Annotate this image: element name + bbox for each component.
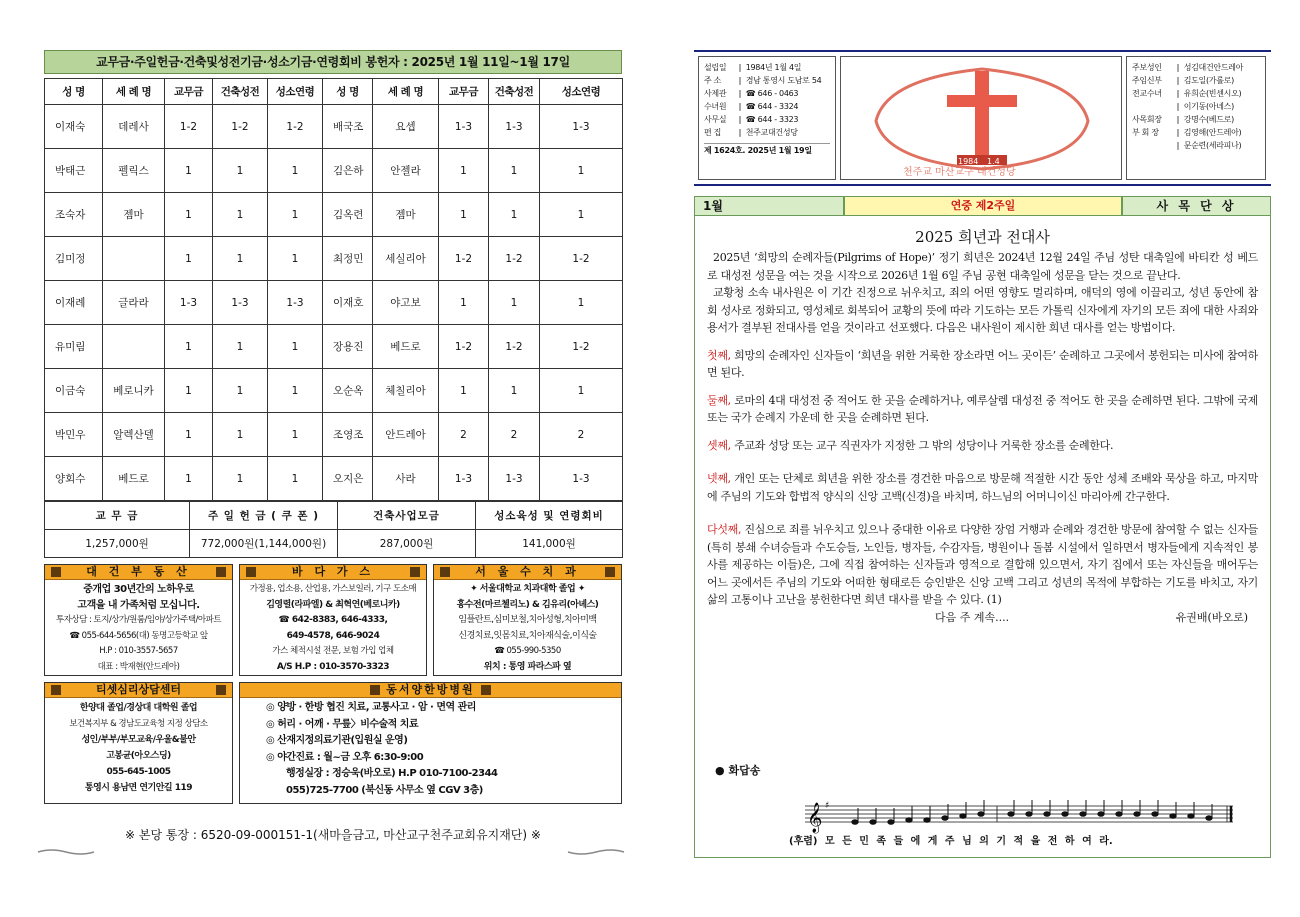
donor-column-header: 세 례 명 bbox=[373, 79, 439, 105]
donation-months: 1 bbox=[439, 149, 489, 193]
donation-months: 1-3 bbox=[439, 457, 489, 501]
ad-line: A/S H.P : 010-3570-3323 bbox=[276, 661, 390, 672]
info-value: 천주교대건성당 bbox=[745, 128, 798, 137]
baptismal-name: 베드로 bbox=[103, 457, 165, 501]
ad-line: 홍수전(마르첼리노) & 김유리(아녜스) bbox=[456, 599, 599, 610]
donor-column-header: 성소연령 bbox=[268, 79, 323, 105]
donation-months: 1 bbox=[268, 193, 323, 237]
ad-dental bbox=[433, 564, 622, 676]
ad-title: 서 울 수 치 과 bbox=[475, 565, 580, 578]
music-note bbox=[1062, 812, 1068, 817]
info-value: 문순련(세라피나) bbox=[1183, 141, 1242, 150]
info-value: ☎ 646 - 0463 bbox=[745, 89, 799, 98]
info-row bbox=[704, 126, 830, 139]
donation-months: 1 bbox=[489, 149, 540, 193]
ad-line: 위치 : 통영 파라스파 옆 bbox=[483, 661, 572, 672]
responsorial-psalm bbox=[715, 762, 1255, 852]
separator-icon: ∥ bbox=[738, 63, 742, 72]
donor-row bbox=[45, 193, 623, 237]
donation-months: 1 bbox=[165, 369, 213, 413]
donation-months: 1-2 bbox=[439, 325, 489, 369]
info-row bbox=[704, 74, 830, 87]
svg-text:𝄞: 𝄞 bbox=[807, 803, 823, 833]
donor-column-header: 성 명 bbox=[323, 79, 373, 105]
donation-months: 1 bbox=[165, 457, 213, 501]
music-note bbox=[906, 818, 912, 823]
ad-title: 동서양한방병원 bbox=[386, 683, 475, 696]
baptismal-name: 젬마 bbox=[373, 193, 439, 237]
totals-value-row bbox=[45, 530, 623, 558]
info-key: 주 소 bbox=[704, 76, 722, 85]
donation-months: 1 bbox=[213, 413, 268, 457]
donation-months: 1 bbox=[489, 369, 540, 413]
ad-line: H.P : 010-3557-5657 bbox=[99, 646, 178, 656]
donor-name: 박민우 bbox=[45, 413, 103, 457]
continued-line bbox=[695, 609, 1270, 625]
separator-icon: ∥ bbox=[1176, 102, 1180, 111]
donation-months: 1-2 bbox=[165, 105, 213, 149]
total-label-sunday: 주 일 헌 금 ( 쿠 폰 ) bbox=[190, 502, 338, 530]
donation-months: 1 bbox=[213, 149, 268, 193]
bulletin-page bbox=[694, 50, 1271, 858]
church-cross-logo-icon bbox=[841, 57, 1123, 181]
parish-logo bbox=[840, 56, 1122, 180]
ad-marker-icon bbox=[216, 567, 226, 577]
donation-months: 1-3 bbox=[540, 457, 623, 501]
continued-note: 다음 주 계속.... bbox=[935, 610, 1010, 624]
article-box bbox=[694, 216, 1271, 858]
info-key: 사제관 bbox=[704, 89, 727, 98]
ad-line: ◎ 허리 · 어깨 · 무릎〉비수술적 치료 bbox=[266, 718, 419, 730]
donation-months: 1 bbox=[268, 325, 323, 369]
bank-account-notice: ※ 본당 통장 : 6520-09-000151-1(새마을금고, 마산교구천주교회유지재단) ※ bbox=[125, 828, 541, 842]
ad-line: 649-4578, 646-9024 bbox=[286, 630, 380, 641]
separator-icon: ∥ bbox=[1176, 76, 1180, 85]
baptismal-name: 베로니카 bbox=[103, 369, 165, 413]
ad-marker-icon bbox=[51, 685, 61, 695]
donor-column-header: 건축성전 bbox=[489, 79, 540, 105]
article-body bbox=[695, 247, 1270, 609]
donation-months: 1 bbox=[165, 325, 213, 369]
section-label: 사 목 단 상 bbox=[1122, 196, 1271, 216]
donation-months: 1-2 bbox=[268, 105, 323, 149]
donor-row bbox=[45, 281, 623, 325]
info-key: 주임신부 bbox=[1132, 76, 1162, 85]
donor-name: 유미림 bbox=[45, 325, 103, 369]
info-key: 사무실 bbox=[704, 115, 727, 124]
info-row bbox=[704, 100, 830, 113]
article-paragraph: 교황청 소속 내사원은 이 기간 진정으로 뉘우치고, 죄의 어떤 영향도 멀리하며, 애덕의 영에 이끌리고, 성년 동안에 참회 성사로 정화되고, 영성체로 회복되어 교황의 뜻에 따라 기도하는 모든 가톨릭 신자에게 자기의 모든 죄에 대한 사죄와 용서가 결부된 전대사를 얻을 것이라고 선포했다. 다음은 내사원이 제시한 희년 대사를 얻는 방법이다. bbox=[707, 286, 1258, 334]
ad-marker-icon bbox=[481, 685, 491, 695]
donation-months: 1-2 bbox=[540, 237, 623, 281]
donor-row bbox=[45, 413, 623, 457]
ad-realestate bbox=[44, 564, 233, 676]
donor-name: 장용진 bbox=[323, 325, 373, 369]
donor-name: 김미정 bbox=[45, 237, 103, 281]
donor-header-row bbox=[45, 79, 623, 105]
ad-marker-icon bbox=[440, 567, 450, 577]
psalm-heading bbox=[715, 762, 1255, 778]
music-note bbox=[924, 818, 930, 823]
music-note bbox=[1188, 814, 1194, 819]
donation-months: 1 bbox=[489, 193, 540, 237]
separator-icon: ∥ bbox=[1176, 115, 1180, 124]
method-text: 희망의 순례자인 신자들이 ‘희년을 위한 거룩한 장소라면 어느 곳이든’ 순례하고 그곳에서 봉헌되는 미사에 참여하면 된다. bbox=[707, 348, 1258, 379]
separator-icon: ∥ bbox=[1176, 63, 1180, 72]
donor-name: 최정민 bbox=[323, 237, 373, 281]
donation-months: 1 bbox=[268, 149, 323, 193]
donation-months: 1-3 bbox=[489, 457, 540, 501]
donation-months: 2 bbox=[540, 413, 623, 457]
donor-row bbox=[45, 149, 623, 193]
method-label: 첫째, bbox=[707, 348, 731, 362]
donation-months: 1-2 bbox=[489, 237, 540, 281]
donor-title: 교무금·주일헌금·건축및성전기금·성소기금·연령회비 봉헌자 : 2025년 1월 11일~1월 17일 bbox=[44, 50, 622, 74]
separator-icon: ∥ bbox=[738, 102, 742, 111]
music-note bbox=[1080, 812, 1086, 817]
donor-name: 박태근 bbox=[45, 149, 103, 193]
donor-name: 김옥련 bbox=[323, 193, 373, 237]
baptismal-name: 야고보 bbox=[373, 281, 439, 325]
ad-line: 김영렬(라파엘) & 최혁연(베로니카) bbox=[266, 599, 400, 610]
baptismal-name: 세실리아 bbox=[373, 237, 439, 281]
donation-months: 1 bbox=[213, 237, 268, 281]
info-row bbox=[704, 113, 830, 126]
totals-label-row bbox=[45, 502, 623, 530]
ad-marker-icon bbox=[51, 567, 61, 577]
bullet-icon: ● bbox=[715, 764, 725, 777]
ad-line: 055)725-7700 (북신동 사무소 옆 CGV 3층) bbox=[286, 784, 483, 796]
music-note bbox=[1206, 816, 1212, 821]
info-key: 사목회장 bbox=[1132, 115, 1162, 124]
donation-months: 1 bbox=[268, 369, 323, 413]
totals-table bbox=[44, 501, 623, 558]
donation-months: 1 bbox=[268, 413, 323, 457]
parish-info-right bbox=[1126, 56, 1266, 180]
donor-name: 배국조 bbox=[323, 105, 373, 149]
info-key bbox=[1132, 139, 1172, 152]
donation-months: 1-2 bbox=[213, 105, 268, 149]
donation-months: 1 bbox=[489, 281, 540, 325]
top-rule bbox=[694, 50, 1271, 52]
donor-row bbox=[45, 369, 623, 413]
donation-months: 1 bbox=[439, 369, 489, 413]
article-author: 유권배(바오로) bbox=[1175, 610, 1248, 624]
baptismal-name: 체칠리아 bbox=[373, 369, 439, 413]
donor-row bbox=[45, 325, 623, 369]
music-note bbox=[1134, 812, 1140, 817]
ad-marker-icon bbox=[246, 567, 256, 577]
logo-day: 1.4 bbox=[987, 157, 1000, 166]
donation-months: 1 bbox=[540, 149, 623, 193]
method-4 bbox=[707, 470, 1258, 505]
donor-name: 이재호 bbox=[323, 281, 373, 325]
donation-months: 1-3 bbox=[439, 105, 489, 149]
ad-line: 한양대 졸업/경상대 대학원 졸업 bbox=[79, 703, 198, 713]
info-key: 주보성인 bbox=[1132, 63, 1162, 72]
info-row bbox=[1132, 61, 1260, 74]
music-note bbox=[978, 812, 984, 817]
donation-months: 1 bbox=[213, 369, 268, 413]
info-row bbox=[1132, 74, 1260, 87]
separator-icon: ∥ bbox=[1176, 128, 1180, 137]
separator-icon: ∥ bbox=[1176, 141, 1180, 150]
svg-text:♯: ♯ bbox=[825, 801, 830, 811]
ad-counseling bbox=[44, 682, 233, 804]
article-title: 2025 희년과 전대사 bbox=[915, 228, 1050, 246]
donation-months: 1-3 bbox=[213, 281, 268, 325]
donation-months: 1 bbox=[213, 193, 268, 237]
donor-column-header: 성소연령 bbox=[540, 79, 623, 105]
total-label-vocation: 성소육성 및 연령회비 bbox=[476, 502, 623, 530]
total-value-sunday: 772,000원(1,144,000원) bbox=[190, 530, 338, 558]
donation-months: 1-3 bbox=[165, 281, 213, 325]
ad-line: 임플란트,심미보철,치아성형,치아미백 bbox=[458, 615, 597, 625]
donor-name: 오지은 bbox=[323, 457, 373, 501]
separator-icon: ∥ bbox=[1176, 89, 1180, 98]
ad-line: ☎ 055-644-5656(대) 동명고등학교 앞 bbox=[69, 630, 208, 641]
donor-name: 이금숙 bbox=[45, 369, 103, 413]
info-key: 부 회 장 bbox=[1132, 128, 1159, 137]
donor-section bbox=[44, 50, 622, 812]
info-value: 경남 통영시 도남로 54 bbox=[745, 76, 822, 85]
donation-months: 1 bbox=[213, 457, 268, 501]
baptismal-name: 베드로 bbox=[373, 325, 439, 369]
info-value: ☎ 644 - 3324 bbox=[745, 102, 799, 111]
month-label: 1월 bbox=[694, 196, 844, 216]
ad-marker-icon bbox=[605, 567, 615, 577]
donation-months: 2 bbox=[439, 413, 489, 457]
donor-row bbox=[45, 105, 623, 149]
ad-line: ◎ 야간진료 : 월~금 오후 6:30-9:00 bbox=[266, 751, 424, 763]
total-label-building: 건축사업모금 bbox=[338, 502, 476, 530]
ad-line: 성인/부부/부모교육/우울&불안 bbox=[81, 735, 196, 745]
donation-months: 1 bbox=[439, 193, 489, 237]
donor-table bbox=[44, 78, 623, 501]
info-value: 성김대건안드레아 bbox=[1183, 63, 1244, 72]
music-note bbox=[942, 816, 948, 821]
info-row bbox=[1132, 139, 1260, 152]
baptismal-name: 펠릭스 bbox=[103, 149, 165, 193]
article-paragraph: 2025년 ‘희망의 순례자들(Pilgrims of Hope)’ 정기 희년은 2024년 12월 24일 주님 성탄 대축일에 바티칸 성 베드로 대성전 성문을 여는 것을 시작으로 2026년 1월 6일 주님 공현 대축일에 성문을 닫는 것으로 끝난다. bbox=[707, 251, 1258, 282]
info-row bbox=[1132, 100, 1260, 113]
music-note bbox=[960, 814, 966, 819]
method-text: 진심으로 죄를 뉘우치고 있으나 중대한 이유로 다양한 장엄 거행과 순례와 경건한 방문에 참여할 수 없는 신자들(특히 봉쇄 수녀승들과 수도승들, 노인들, 병자들, 수감자들, 병원이나 돌봄 시설에서 일하면서 병자들에게 지속적인 봉사를 제공하는 이들)은, 그에 직접 참여하는 신자들과 영적으로 결합해 있으면서, 자기 집에서 또는 자신들을 매어두는 어느 곳에서든 주님의 기도와 어떠한 형태로든 승인받은 신앙 고백 그리고 성년의 목적에 부합하는 기도를 바치고, 자기 삶의 고통이나 고난을 봉헌한다면 희년 대사를 받을 수 있다. (1) bbox=[707, 523, 1258, 606]
donation-months: 1 bbox=[165, 413, 213, 457]
issue-number: 제 1624호. 2025년 1월 19일 bbox=[704, 143, 830, 157]
method-text: 로마의 4대 대성전 중 적어도 한 곳을 순례하거나, 예루살렘 대성전 중 적어도 한 곳을 순례하면 된다. 그밖에 국제 또는 국가 순례지 가운데 한 곳을 순례하면 된다. bbox=[707, 393, 1258, 424]
donation-months: 1-2 bbox=[489, 325, 540, 369]
sunday-label: 연중 제2주일 bbox=[844, 196, 1122, 216]
donation-months: 1 bbox=[268, 237, 323, 281]
music-note bbox=[1008, 812, 1014, 817]
separator-icon: ∥ bbox=[738, 89, 742, 98]
music-note bbox=[852, 820, 858, 825]
info-key: 전교수녀 bbox=[1132, 89, 1162, 98]
method-label: 다섯째, bbox=[707, 523, 742, 536]
ornament-right-icon bbox=[566, 848, 626, 856]
music-note bbox=[1098, 812, 1104, 817]
ad-title: 바 다 가 스 bbox=[292, 565, 374, 578]
ad-line: 신경치료,잇몸치료,치아재식술,이식술 bbox=[458, 630, 597, 641]
info-row bbox=[1132, 113, 1260, 126]
method-label: 둘째, bbox=[707, 393, 731, 407]
baptismal-name: 요셉 bbox=[373, 105, 439, 149]
donation-months: 1 bbox=[540, 281, 623, 325]
donor-column-header: 건축성전 bbox=[213, 79, 268, 105]
method-text: 주교좌 성당 또는 교구 직권자가 지정한 그 밖의 성당이나 거룩한 장소를 순례한다. bbox=[734, 438, 1114, 452]
ad-line: 투자상담 : 토지/상가/원룸/임야/상가주택/아파트 bbox=[55, 615, 222, 625]
ornament-left-icon bbox=[36, 848, 96, 856]
ads-area bbox=[44, 564, 622, 812]
donation-months: 1-2 bbox=[540, 325, 623, 369]
ad-line: 통영시 용남면 연기안길 119 bbox=[84, 783, 193, 793]
music-note bbox=[888, 820, 894, 825]
info-value: 김도일(가롤로) bbox=[1183, 76, 1234, 85]
separator-icon: ∥ bbox=[738, 115, 742, 124]
donor-name: 양회수 bbox=[45, 457, 103, 501]
logo-text: 천주교 마산교구 대건성당 bbox=[903, 167, 1016, 178]
baptismal-name: 안드레아 bbox=[373, 413, 439, 457]
music-note bbox=[1044, 812, 1050, 817]
info-key bbox=[1132, 100, 1172, 113]
ad-line: 보건복지부 & 경남도교육청 지정 상담소 bbox=[69, 719, 208, 729]
ad-line: ◎ 산재지정의료기관(입원실 운영) bbox=[266, 735, 408, 746]
ad-line: 055-645-1005 bbox=[106, 767, 171, 777]
donation-months: 1 bbox=[540, 193, 623, 237]
donation-months: 1 bbox=[268, 457, 323, 501]
music-note bbox=[870, 820, 876, 825]
ad-title: 티셋심리상담센터 bbox=[95, 683, 181, 696]
baptismal-name: 글라라 bbox=[103, 281, 165, 325]
ad-line: ✦ 서울대학교 치과대학 졸업 ✦ bbox=[470, 584, 585, 594]
info-value: ☎ 644 - 3323 bbox=[745, 115, 799, 124]
baptismal-name: 안젤라 bbox=[373, 149, 439, 193]
donor-column-header: 교무금 bbox=[165, 79, 213, 105]
total-value-building: 287,000원 bbox=[338, 530, 476, 558]
donation-months: 1-3 bbox=[268, 281, 323, 325]
donor-name: 김은하 bbox=[323, 149, 373, 193]
donor-name: 오순옥 bbox=[323, 369, 373, 413]
donor-row bbox=[45, 237, 623, 281]
method-2 bbox=[707, 392, 1258, 427]
music-note bbox=[1152, 812, 1158, 817]
ad-line: 중개업 30년간의 노하우로 bbox=[83, 584, 194, 595]
donor-column-header: 성 명 bbox=[45, 79, 103, 105]
info-value: 유희순(빈센시오) bbox=[1183, 89, 1242, 98]
total-label-gyomugeum: 교 무 금 bbox=[45, 502, 190, 530]
header-rule bbox=[694, 184, 1271, 186]
donor-row bbox=[45, 457, 623, 501]
ad-marker-icon bbox=[216, 685, 226, 695]
ad-line: 가정용, 업소용, 산업용, 가스보일러, 기구 도소매 bbox=[249, 584, 417, 594]
info-value: 이기동(아녜스) bbox=[1183, 102, 1234, 111]
ad-hospital bbox=[239, 682, 622, 804]
music-note bbox=[1170, 814, 1176, 819]
method-5 bbox=[707, 521, 1258, 609]
donor-name: 이재례 bbox=[45, 281, 103, 325]
method-label: 넷째, bbox=[707, 472, 731, 485]
parish-info-left bbox=[698, 56, 836, 180]
total-value-vocation: 141,000원 bbox=[476, 530, 623, 558]
donation-months: 1-3 bbox=[540, 105, 623, 149]
logo-year: 1984 bbox=[958, 157, 979, 166]
method-1 bbox=[707, 347, 1258, 382]
info-key: 편 집 bbox=[704, 128, 722, 137]
donation-months: 1 bbox=[165, 149, 213, 193]
total-value-gyomugeum: 1,257,000원 bbox=[45, 530, 190, 558]
ad-marker-icon bbox=[370, 685, 380, 695]
ad-line: ☎ 642-8383, 646-4333, bbox=[278, 615, 388, 625]
info-value: 강명수(베드로) bbox=[1183, 115, 1234, 124]
info-value: 1984년 1월 4일 bbox=[745, 63, 802, 72]
donation-months: 2 bbox=[489, 413, 540, 457]
separator-icon: ∥ bbox=[738, 128, 742, 137]
baptismal-name: 젬마 bbox=[103, 193, 165, 237]
music-note bbox=[1026, 812, 1032, 817]
baptismal-name: 데레사 bbox=[103, 105, 165, 149]
ad-line: 고봉균(아오스딩) bbox=[106, 751, 171, 761]
donation-months: 1 bbox=[213, 325, 268, 369]
info-value: 김영해(안드레아) bbox=[1183, 128, 1242, 137]
method-text: 개인 또는 단체로 희년을 위한 장소를 경건한 마음으로 방문해 적절한 시간 동안 성체 조배와 묵상을 하고, 마지막에 주님의 기도와 합법적 양식의 신앙 고백(신경)을 바치며, 하느님의 어머니이신 마리아께 간구한다. bbox=[707, 472, 1259, 503]
info-key: 설립일 bbox=[704, 63, 727, 72]
donation-months: 1 bbox=[540, 369, 623, 413]
baptismal-name: 알렉산델 bbox=[103, 413, 165, 457]
baptismal-name bbox=[103, 325, 165, 369]
ad-line: 가스 체적시설 전문, 보험 가입 업체 bbox=[272, 646, 394, 656]
ad-line: ◎ 양방 · 한방 협진 치료, 교통사고 · 암 · 면역 관리 bbox=[266, 702, 476, 713]
donation-months: 1-3 bbox=[489, 105, 540, 149]
ad-line: 행정실장 : 정승욱(바오로) H.P 010-7100-2344 bbox=[286, 768, 498, 779]
ad-gas bbox=[239, 564, 427, 676]
donor-column-header: 세 례 명 bbox=[103, 79, 165, 105]
ad-marker-icon bbox=[410, 567, 420, 577]
ad-line: ☎ 055-990-5350 bbox=[494, 646, 561, 656]
separator-icon: ∥ bbox=[738, 76, 742, 85]
info-row bbox=[704, 87, 830, 100]
method-3 bbox=[707, 437, 1258, 455]
ad-title: 대 건 부 동 산 bbox=[86, 565, 191, 578]
info-row bbox=[1132, 87, 1260, 100]
ad-line: 고객을 내 가족처럼 모십니다. bbox=[77, 599, 200, 611]
donation-months: 1 bbox=[165, 193, 213, 237]
method-label: 셋째, bbox=[707, 438, 731, 452]
baptismal-name: 사라 bbox=[373, 457, 439, 501]
psalm-title: 화답송 bbox=[728, 764, 761, 777]
donor-name: 조영조 bbox=[323, 413, 373, 457]
donor-column-header: 교무금 bbox=[439, 79, 489, 105]
baptismal-name bbox=[103, 237, 165, 281]
info-row bbox=[704, 61, 830, 74]
donor-name: 이재숙 bbox=[45, 105, 103, 149]
donation-months: 1-2 bbox=[439, 237, 489, 281]
donation-months: 1 bbox=[165, 237, 213, 281]
info-row bbox=[1132, 126, 1260, 139]
music-note bbox=[1116, 812, 1122, 817]
info-key: 수녀원 bbox=[704, 102, 727, 111]
psalm-refrain: (후렴) 모 든 민 족 들 에 게 주 님 의 기 적 을 전 하 여 라. bbox=[789, 836, 1113, 847]
ad-line: 대표 : 박재현(안드레아) bbox=[97, 661, 180, 672]
donor-name: 조숙자 bbox=[45, 193, 103, 237]
liturgy-band bbox=[694, 196, 1271, 216]
donation-months: 1 bbox=[439, 281, 489, 325]
